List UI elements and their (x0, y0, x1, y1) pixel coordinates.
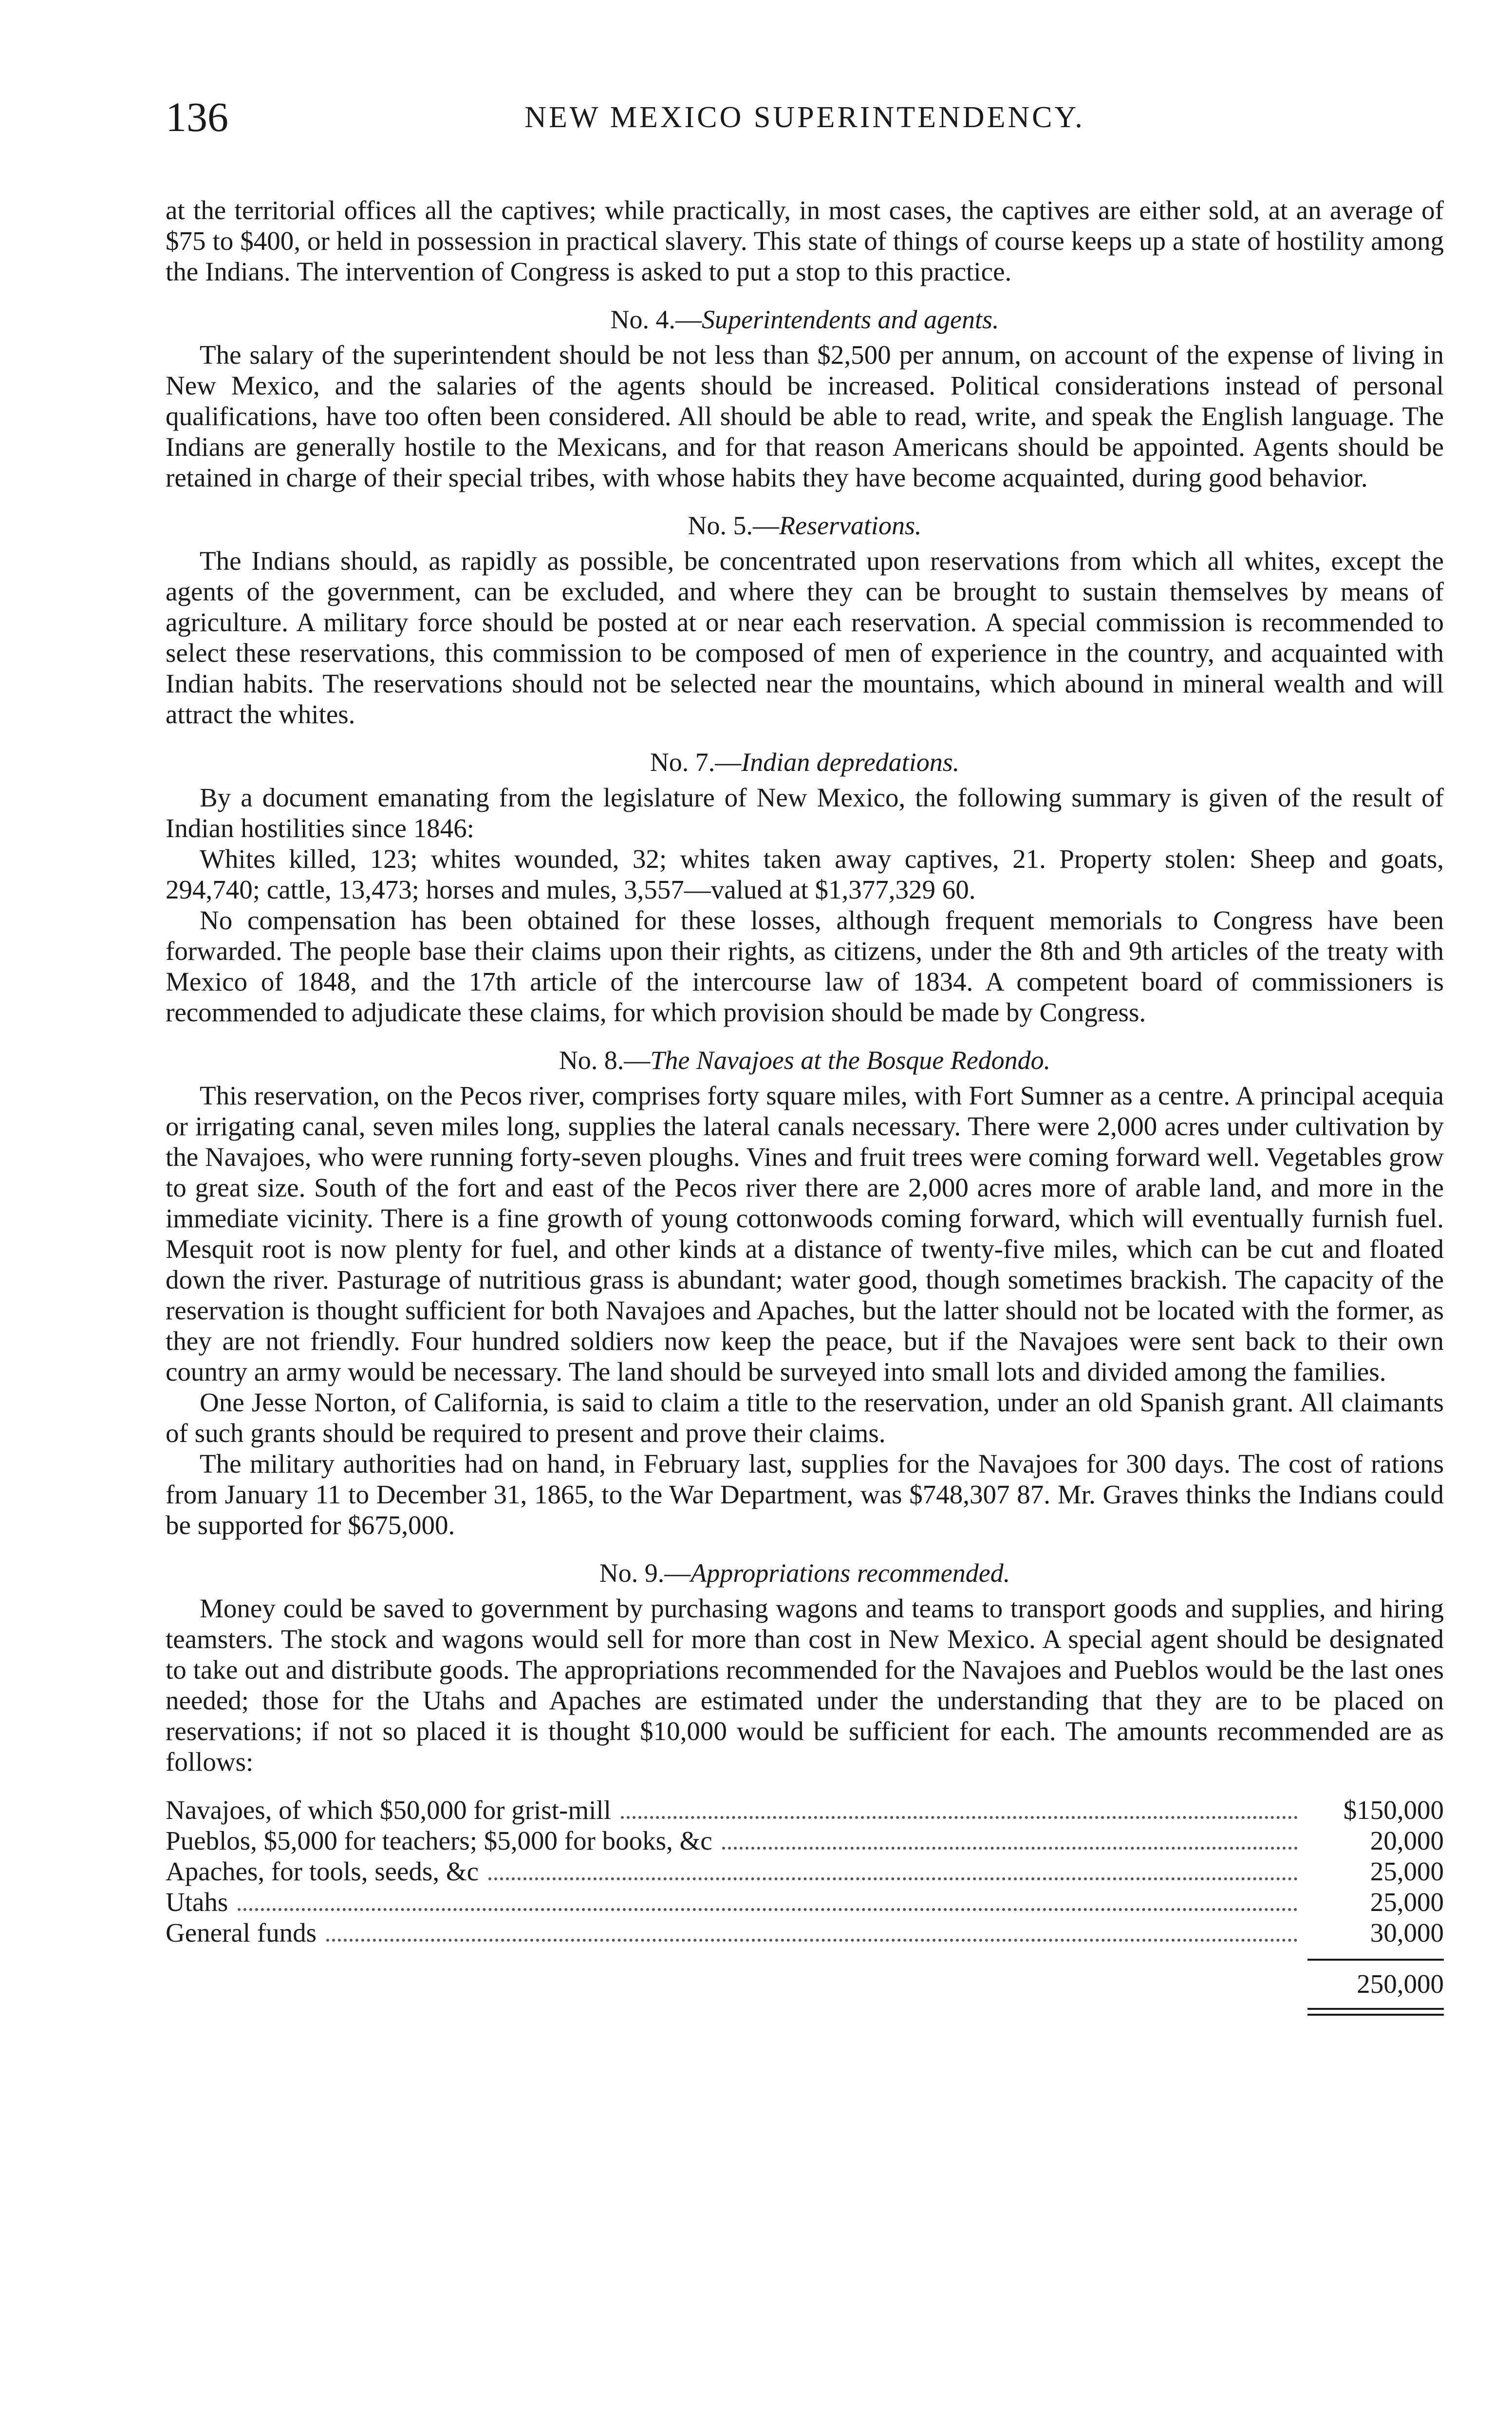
row-value: 25,000 (1370, 1856, 1444, 1886)
table-row (166, 1917, 1444, 1948)
row-label: Utahs (166, 1887, 228, 1917)
table-row (166, 1825, 1444, 1856)
section-number: No. 4.— (610, 305, 702, 334)
dot-leader (326, 1939, 1298, 1942)
section-heading-9 (166, 1558, 1444, 1588)
intro-paragraph: at the territorial offices all the captives; while practically, in most cases, the captives are either sold, at an average of $75 to $400, or held in possession in practical slavery. This state of things of course keeps up a state of hostility among the Indians. The intervention of Congress is asked to put a stop to this practice. (166, 195, 1444, 286)
paragraph: Whites killed, 123; whites wounded, 32; whites taken away captives, 21. Property stolen: Sheep and goats, 294,740; cattle, 13,473; horses and mules, 3,557—valued at $1,377,329 60. (166, 844, 1444, 904)
appropriations-table (166, 1795, 1444, 2016)
paragraph: One Jesse Norton, of California, is said to claim a title to the reservation, under an old Spanish grant. All claimants of such grants should be required to present and prove their claims. (166, 1387, 1444, 1448)
section-number: No. 7.— (650, 748, 742, 777)
paragraph: The military authorities had on hand, in February last, supplies for the Navajoes for 300 days. The cost of rations from January 11 to December 31, 1865, to the War Department, was $748,307 87. Mr. Graves thinks the Indians could be supported for $675,000. (166, 1449, 1444, 1540)
page-body (166, 195, 1444, 2016)
page-number: 136 (166, 94, 228, 140)
dot-leader (238, 1908, 1298, 1911)
paragraph: No compensation has been obtained for these losses, although frequent memorials to Congress have been forwarded. The people base their claims upon their rights, as citizens, under the 8th and 9th articles of the treaty with Mexico of 1848, and the 17th article of the intercourse law of 1834. A competent board of commissioners is recommended to adjudicate these claims, for which provision should be made by Congress. (166, 905, 1444, 1027)
dot-leader (488, 1877, 1298, 1880)
section-title: Superintendents and agents. (702, 305, 999, 334)
section-title: Indian depredations. (741, 748, 960, 777)
section-heading-5 (166, 510, 1444, 541)
section-heading-8 (166, 1045, 1444, 1075)
paragraph: Money could be saved to government by purchasing wagons and teams to transport goods and supplies, and hiring teamsters. The stock and wagons would sell for more than cost in New Mexico. A special agent should be designated to take out and distribute goods. The appropriations recommended for the Navajoes and Pueblos would be the last ones needed; those for the Utahs and Apaches are estimated under the understanding that they are to be placed on reservations; if not so placed it is thought $10,000 would be sufficient for each. The amounts recommended are as follows: (166, 1593, 1444, 1777)
section-title: Appropriations recommended. (691, 1558, 1010, 1588)
row-value: 20,000 (1370, 1826, 1444, 1855)
paragraph: The Indians should, as rapidly as possible, be concentrated upon reservations from which all whites, except the agents of the government, can be excluded, and where they can be brought to sustain themselves by means of agriculture. A military force should be posted at or near each reservation. A special commission is recommended to select these reservations, this commission to be composed of men of experience in the country, and acquainted with Indian habits. The reservations should not be selected near the mountains, which abound in mineral wealth and will attract the whites. (166, 546, 1444, 729)
total-value: 250,000 (1357, 1969, 1444, 1999)
row-value: 25,000 (1370, 1887, 1444, 1917)
paragraph: By a document emanating from the legislature of New Mexico, the following summary is given of the result of Indian hostilities since 1846: (166, 783, 1444, 843)
section-number: No. 9.— (599, 1558, 691, 1588)
paragraph: This reservation, on the Pecos river, comprises forty square miles, with Fort Sumner as a centre. A principal acequia or irrigating canal, seven miles long, supplies the lateral canals necessary. There were 2,000 acres under cultivation by the Navajoes, who were running forty-seven ploughs. Vines and fruit trees were coming forward well. Vegetables grow to great size. South of the fort and east of the Pecos river there are 2,000 acres more of arable land, and more in the immediate vicinity. There is a fine growth of young cottonwoods coming forward, which will eventually furnish fuel. Mesquit root is now plenty for fuel, and other kinds at a distance of twenty-five miles, which can be cut and floated down the river. Pasturage of nutritious grass is abundant; water good, though sometimes brackish. The capacity of the reservation is thought sufficient for both Navajoes and Apaches, but the latter should not be located with the former, as they are not friendly. Four hundred soldiers now keep the peace, but if the Navajoes were sent back to their own country an army would be necessary. The land should be surveyed into small lots and divided among the families. (166, 1081, 1444, 1386)
section-heading-4 (166, 304, 1444, 335)
row-label: Pueblos, $5,000 for teachers; $5,000 for books, &c (166, 1826, 712, 1855)
table-row (166, 1887, 1444, 1917)
total-row (166, 1968, 1444, 1999)
row-value: $150,000 (1343, 1795, 1444, 1825)
table-row (166, 1795, 1444, 1825)
section-heading-7 (166, 747, 1444, 777)
section-title: Reservations. (779, 511, 922, 540)
total-rule (1307, 1959, 1444, 1961)
row-label: General funds (166, 1918, 317, 1948)
page-header (166, 93, 1444, 156)
table-row (166, 1856, 1444, 1887)
row-label: Apaches, for tools, seeds, &c (166, 1856, 479, 1886)
double-rule (1307, 2008, 1444, 2016)
section-title: The Navajoes at the Bosque Redondo. (650, 1046, 1051, 1075)
dot-leader (722, 1847, 1298, 1850)
dot-leader (621, 1816, 1298, 1819)
running-head: NEW MEXICO SUPERINTENDENCY. (524, 101, 1085, 134)
paragraph: The salary of the superintendent should be not less than $2,500 per annum, on account of the expense of living in New Mexico, and the salaries of the agents should be increased. Political considerations instead of personal qualifications, have too often been considered. All should be able to read, write, and speak the English language. The Indians are generally hostile to the Mexicans, and for that reason Americans should be appointed. Agents should be retained in charge of their special tribes, with whose habits they have become acquainted, during good behavior. (166, 340, 1444, 492)
section-number: No. 5.— (688, 511, 780, 540)
section-number: No. 8.— (559, 1046, 651, 1075)
row-value: 30,000 (1370, 1918, 1444, 1948)
row-label: Navajoes, of which $50,000 for grist-mill (166, 1795, 611, 1825)
